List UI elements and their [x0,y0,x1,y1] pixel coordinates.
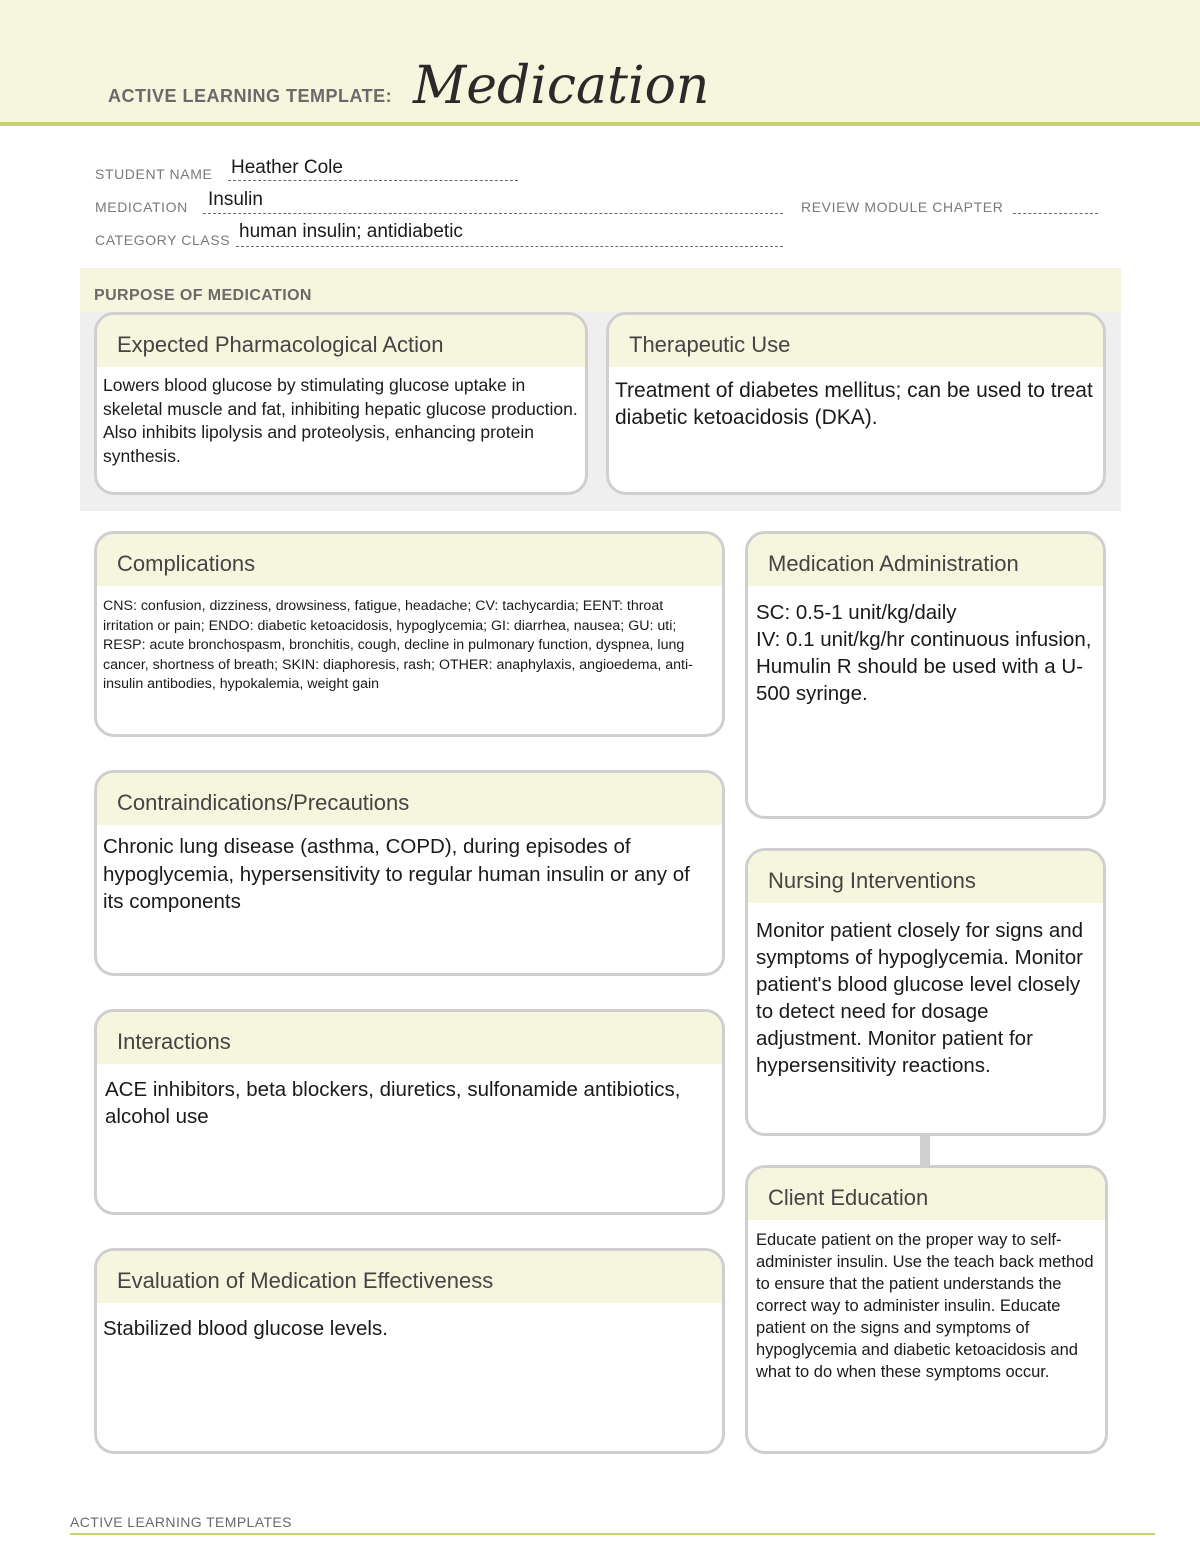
complications-box [94,531,725,737]
interactions-text: ACE inhibitors, beta blockers, diuretics, sulfonamide antibiotics, alcohol use [105,1078,681,1128]
complications-title: Complications [117,551,256,576]
therapeutic-use-box [606,312,1106,495]
administration-header [748,534,1103,586]
box-connector [920,1135,930,1166]
client-education-box [745,1165,1108,1454]
complications-header [97,534,722,586]
administration-title: Medication Administration [768,551,1019,576]
client-education-header [748,1168,1105,1220]
medication-field[interactable]: Insulin [208,189,263,210]
client-education-text: Educate patient on the proper way to self-administer insulin. Use the teach back method to ensure that the patient understands the correct way to administer insulin. Educate patient on the signs and symptoms of hypoglycemia and diabetic ketoacidosis and what to do when these symptoms occur. [756,1231,1094,1381]
category-class-field[interactable]: human insulin; antidiabetic [239,221,463,242]
footer-rule [70,1533,1155,1535]
expected-action-header [97,315,585,367]
evaluation-header [97,1251,722,1303]
administration-iv-dose: IV: 0.1 unit/kg/hr continuous infusion, Humulin R should be used with a U-500 syringe. [756,628,1092,705]
interactions-box [94,1009,725,1215]
contraindications-text: Chronic lung disease (asthma, COPD), during episodes of hypoglycemia, hypersensitivity to regular human insulin or any of its components [103,835,690,913]
therapeutic-use-header [609,315,1103,367]
administration-box [745,531,1106,819]
review-module-label: REVIEW MODULE CHAPTER [801,199,1004,215]
footer-label: ACTIVE LEARNING TEMPLATES [70,1514,292,1530]
contraindications-title: Contraindications/Precautions [117,790,410,815]
administration-text [748,586,1103,707]
evaluation-title: Evaluation of Medication Effectiveness [117,1268,494,1293]
header-rule [0,122,1200,126]
expected-action-box [94,312,588,495]
nursing-text: Monitor patient closely for signs and symptoms of hypoglycemia. Monitor patient's blood glucose level closely to detect need for dosage adjustment. Monitor patient for hypersensitivity reactions. [756,919,1084,1077]
purpose-label: PURPOSE OF MEDICATION [94,287,312,304]
nursing-box [745,848,1106,1136]
student-name-field[interactable]: Heather Cole [231,157,343,178]
expected-action-title: Expected Pharmacological Action [117,332,444,357]
review-module-line [1013,213,1098,214]
client-education-title: Client Education [768,1185,929,1210]
interactions-title: Interactions [117,1029,231,1054]
student-name-line [228,180,518,181]
template-label: ACTIVE LEARNING TEMPLATE: [108,86,393,106]
medication-label: MEDICATION [95,199,188,215]
evaluation-box [94,1248,725,1454]
administration-sc-dose: SC: 0.5-1 unit/kg/daily [756,601,957,624]
therapeutic-use-text: Treatment of diabetes mellitus; can be used to treat diabetic ketoacidosis (DKA). [615,379,1093,429]
evaluation-text: Stabilized blood glucose levels. [103,1317,388,1340]
interactions-header [97,1012,722,1064]
page-title: Medication [413,56,710,116]
contraindications-box [94,770,725,976]
nursing-title: Nursing Interventions [768,868,976,893]
category-class-label: CATEGORY CLASS [95,232,231,248]
expected-action-text: Lowers blood glucose by stimulating glucose uptake in skeletal muscle and fat, inhibiting hepatic glucose production. Also inhibits lipolysis and proteolysis, enhancing protein synthesis. [103,375,578,466]
medication-line [203,213,783,214]
therapeutic-use-title: Therapeutic Use [629,332,791,357]
nursing-header [748,851,1103,903]
student-name-label: STUDENT NAME [95,166,213,182]
complications-text: CNS: confusion, dizziness, drowsiness, fatigue, headache; CV: tachycardia; EENT: throat irritation or pain; ENDO: diabetic ketoacidosis, hypoglycemia; GI: diarrhea, nausea; GU: uti; RESP: acute bronchospasm, bronchitis, cough, decline in pulmonary function, dyspnea, lung cancer, shortness of breath; SKIN: diaphoresis, rash; OTHER: anaphylaxis, angioedema, anti-insulin antibodies, hypokalemia, weight gain [103,598,693,692]
category-class-line [236,246,783,247]
contraindications-header [97,773,722,825]
